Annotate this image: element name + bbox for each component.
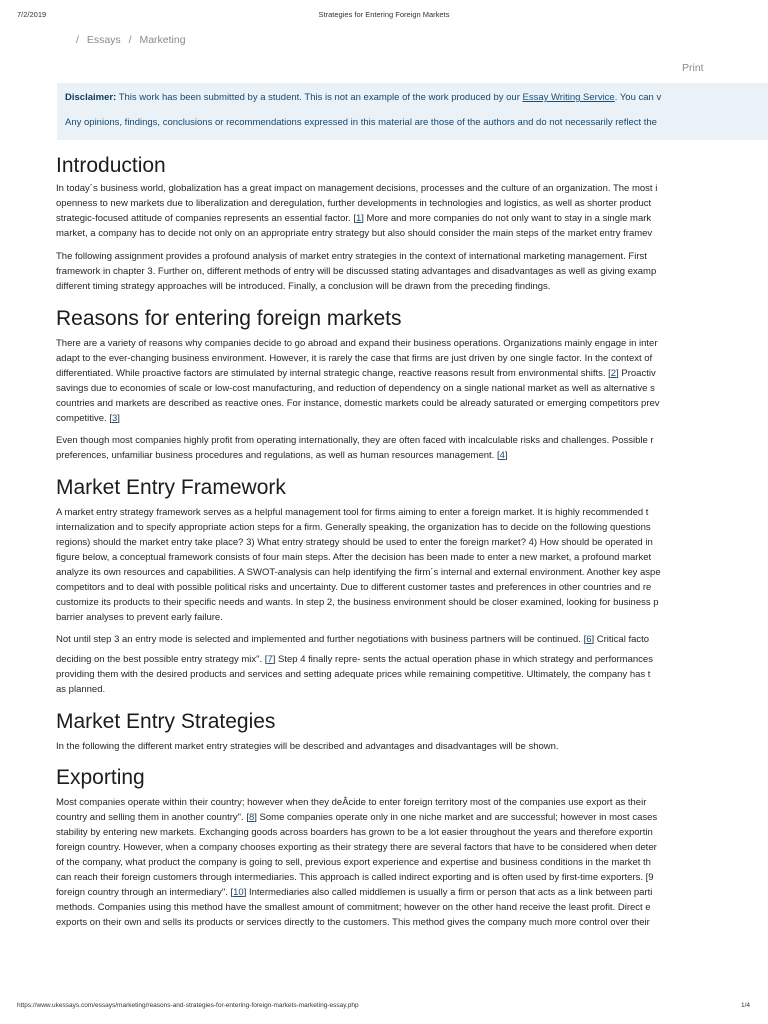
heading-strategies: Market Entry Strategies [56, 710, 276, 733]
print-header [0, 10, 768, 24]
disclaimer-box [57, 83, 768, 140]
print-button[interactable]: Print [682, 62, 704, 74]
disclaimer-line-1 [65, 92, 661, 103]
reasons-paragraph-1 [56, 336, 768, 426]
paragraph-line: framework in chapter 3. Further on, different methods of entry will be discussed stating advantages and disadvantages as well as giving examp [56, 266, 657, 277]
paragraph-line: preferences, unfamiliar business procedures and regulations, as well as human resources management. [4] [56, 450, 508, 461]
paragraph-line: analyze its own resources and capabilities. A SWOT-analysis can help identifying the firm´s internal and external environment. Another key aspe [56, 567, 661, 578]
breadcrumb-marketing[interactable]: Marketing [139, 34, 186, 46]
paragraph-line: openness to new markets due to liberalization and deregulation, further developments in technologies and logistics, as well as shorter product [56, 198, 652, 209]
paragraph-line: The following assignment provides a profound analysis of market entry strategies in the context of international marketing management. First [56, 251, 647, 262]
paragraph-line: figure below, a conceptual framework consists of four main steps. After the decision has been made to enter a new market, a profound market [56, 552, 652, 563]
framework-paragraph-3 [56, 652, 768, 697]
paragraph-line: internalization and to specify appropriate action steps for a firm. Generally speaking, the organization has to decide on the following questions [56, 522, 651, 533]
paragraph-line: In the following the different market entry strategies will be described and advantages and disadvantages will be shown. [56, 741, 559, 752]
paragraph-line: Even though most companies highly profit from operating internationally, they are often faced with incalculable risks and challenges. Possible r [56, 435, 654, 446]
breadcrumb-separator: / [76, 34, 79, 46]
citation-link[interactable]: 8 [248, 812, 255, 823]
disclaimer-text-end: . You can v [614, 92, 662, 103]
heading-reasons: Reasons for entering foreign markets [56, 307, 402, 330]
paragraph-line: There are a variety of reasons why companies decide to go abroad and expand their business operations. Organizations mainly engage in inter [56, 338, 658, 349]
breadcrumb-essays[interactable]: Essays [86, 34, 121, 46]
paragraph-line: methods. Companies using this method have the smallest amount of commitment; however on the other hand receive the least profit. Direct e [56, 902, 651, 913]
paragraph-line: foreign country. However, when a company chooses exporting as their strategy there are several factors that have to be considered when deter [56, 842, 657, 853]
print-page-title: Strategies for Entering Foreign Markets [318, 10, 450, 19]
paragraph-line: differentiated. While proactive factors are stimulated by internal strategic change, reactive reasons result from environmental shifts. [2] Proactiv [56, 368, 656, 379]
paragraph-line: countries and markets are described as reactive ones. For instance, domestic markets could be already saturated or emerging competitors prev [56, 398, 660, 409]
paragraph-line: country and selling them in another country". [8] Some companies operate only in one niche market and are successful; however in most cases [56, 812, 658, 823]
paragraph-line: In today´s business world, globalization has a great impact on management decisions, processes and the culture of an organization. The most i [56, 183, 658, 194]
paragraph-line: savings due to economies of scale or low-cost manufacturing, and reduction of dependency on a single national market as well as alternative s [56, 383, 655, 394]
paragraph-line: stability by entering new markets. Exchanging goods across boarders has grown to be a lot easier throughout the years and therefore exportin [56, 827, 653, 838]
citation-link[interactable]: 10 [233, 887, 244, 898]
paragraph-line: providing them with the desired products and services and setting adequate prices while remaining competitive. Ultimately, the company has t [56, 669, 651, 680]
paragraph-line: barrier analyses to prevent early failure. [56, 612, 223, 623]
citation-link[interactable]: 7 [267, 654, 273, 665]
essay-writing-service-link[interactable]: Essay Writing Service [522, 92, 615, 103]
print-date: 7/2/2019 [17, 10, 47, 19]
strategies-paragraph-1 [56, 739, 768, 754]
paragraph-line: strategic-focused attitude of companies represents an essential factor. [1] More and more companies do not only want to stay in a single mark [56, 213, 652, 224]
disclaimer-text: This work has been submitted by a student. This is not an example of the work produced by our [116, 92, 523, 103]
paragraph-line: Most companies operate within their country; however when they deÂcide to enter foreign territory most of the companies use export as their [56, 797, 647, 808]
heading-framework: Market Entry Framework [56, 476, 286, 499]
disclaimer-line-2: Any opinions, findings, conclusions or recommendations expressed in this material are those of the authors and do not necessarily reflect the [65, 117, 657, 128]
paragraph-line: exports on their own and sells its products or services directly to the customers. This method gives the company much more control over their [56, 917, 650, 928]
paragraph-line: as planned. [56, 684, 106, 695]
reasons-paragraph-2 [56, 433, 768, 463]
paragraph-line: market, a company has to decide not only on an appropriate entry strategy but also should consider the main steps of the market entry framev [56, 228, 653, 239]
paragraph-line: customize its products to their specific needs and wants. In step 2, the business environment should be closer examined, looking for business p [56, 597, 659, 608]
breadcrumb [76, 34, 191, 46]
paragraph-line: Not until step 3 an entry mode is selected and implemented and further negotiations with business partners will be continued. [6] Critical facto [56, 634, 650, 645]
citation-link[interactable]: 4 [499, 450, 505, 461]
heading-exporting: Exporting [56, 766, 145, 789]
paragraph-line: competitive. [3] [56, 413, 120, 424]
paragraph-line: A market entry strategy framework serves as a helpful management tool for firms aiming to enter a foreign market. It is highly recommended t [56, 507, 649, 518]
intro-paragraph-1 [56, 181, 768, 241]
paragraph-line: can reach their foreign customers through intermediaries. This approach is called indirect exporting and is often used by first-time exporters. [9 [56, 872, 654, 883]
paragraph-line: foreign country through an intermediary". [10] Intermediaries also called middlemen is usually a firm or person that acts as a link between parti [56, 887, 653, 898]
framework-paragraph-1 [56, 505, 768, 625]
paragraph-line: regions) should the market entry take place? 3) What entry strategy should be used to enter the foreign market? 4) How should be operated in [56, 537, 653, 548]
framework-paragraph-2 [56, 632, 768, 647]
citation-link[interactable]: 2 [610, 368, 617, 379]
citation-link[interactable]: 1 [355, 213, 362, 224]
exporting-paragraph-1 [56, 795, 768, 930]
page-url: https://www.ukessays.com/essays/marketing/reasons-and-strategies-for-entering-foreign-markets-marketing-essay.php [17, 1002, 359, 1009]
citation-link[interactable]: 6 [586, 634, 592, 645]
heading-introduction: Introduction [56, 154, 166, 177]
disclaimer-label: Disclaimer: [65, 92, 117, 103]
paragraph-line: deciding on the best possible entry strategy mix". [7] Step 4 finally repre- sents the actual operation phase in which strategy and performances [56, 654, 653, 665]
article-body [56, 150, 768, 930]
page-number: 1/4 [740, 1002, 750, 1009]
intro-paragraph-2 [56, 249, 768, 294]
breadcrumb-separator: / [128, 34, 132, 46]
paragraph-line: of the company, what product the company is going to sell, previous export experience and expertise and business conditions in the market th [56, 857, 651, 868]
citation-link[interactable]: 3 [111, 413, 118, 424]
paragraph-line: different timing strategy approaches will be introduced. Finally, a conclusion will be drawn from the preceding findings. [56, 281, 551, 292]
paragraph-line: adapt to the ever-changing business environment. However, it is rarely the case that firms are just driven by one single factor. In the context of [56, 353, 653, 364]
paragraph-line: competitors and to deal with possible political risks and uncertainty. Due to different customer tastes and preferences in other countries and re [56, 582, 652, 593]
